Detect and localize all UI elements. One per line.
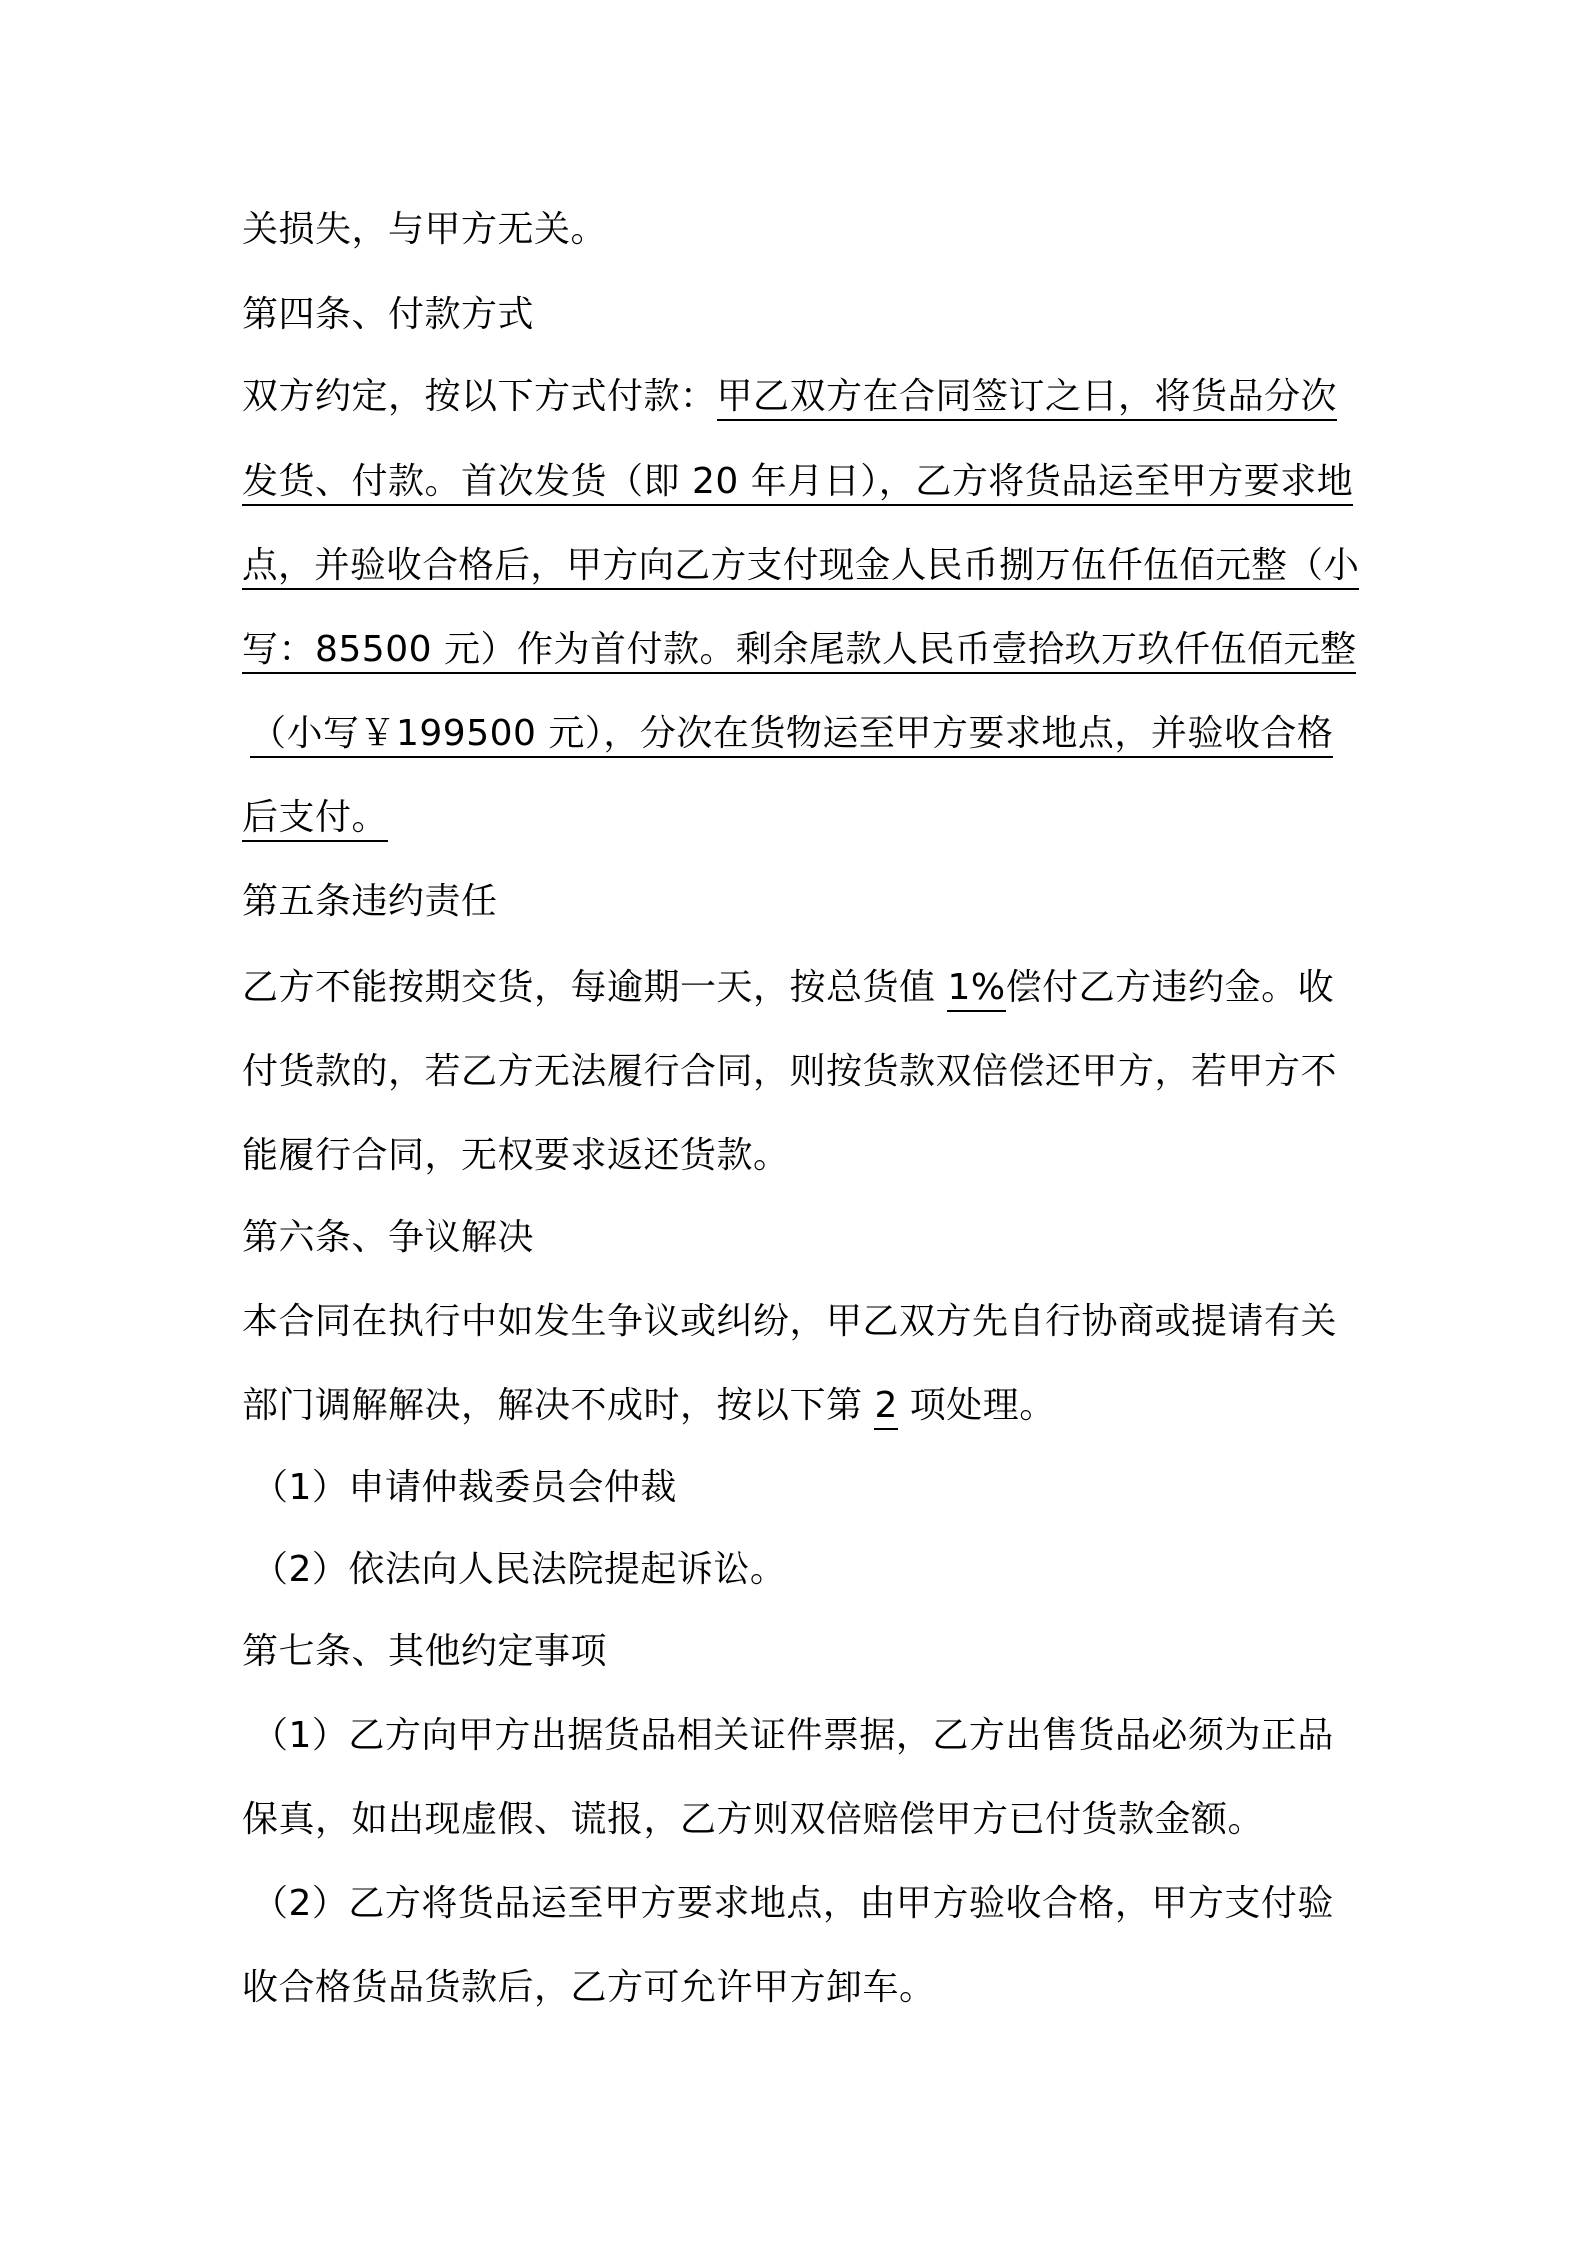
dispute-option-1: （1）申请仲裁委员会仲裁	[252, 1467, 677, 1508]
dispute-line-1: 本合同在执行中如发生争议或纠纷，甲乙双方先自行协商或提请有关	[242, 1301, 1338, 1342]
payment-line-1	[242, 372, 1337, 422]
dispute-text-a: 部门调解解决，解决不成时，按以下第	[242, 1385, 875, 1426]
payment-underlined-2: 发货、付款。首次发货（即 20 年月日），乙方将货品运至甲方要求地	[242, 461, 1353, 506]
payment-underlined-4: 写：85500 元）作为首付款。剩余尾款人民币壹拾玖万玖仟伍佰元整	[242, 629, 1356, 674]
liability-text-b: 偿付乙方违约金。收	[1005, 967, 1335, 1008]
payment-line-2	[242, 457, 1353, 507]
other-terms-2-line-1: （2）乙方将货品运至甲方要求地点，由甲方验收合格，甲方支付验	[252, 1883, 1334, 1924]
payment-line-4	[242, 625, 1356, 675]
liability-line-1	[242, 963, 1334, 1013]
payment-line-6	[242, 793, 388, 843]
dispute-line-2	[242, 1381, 1056, 1431]
dispute-text-b: 项处理。	[897, 1385, 1056, 1426]
liability-percent: 1%	[947, 967, 1005, 1012]
other-terms-1-line-1: （1）乙方向甲方出据货品相关证件票据，乙方出售货品必须为正品	[252, 1715, 1334, 1756]
liability-text-a: 乙方不能按期交货，每逾期一天，按总货值	[242, 967, 948, 1008]
payment-underlined-1: 甲乙双方在合同签订之日，将货品分次	[717, 376, 1338, 421]
liability-line-2: 付货款的，若乙方无法履行合同，则按货款双倍偿还甲方，若甲方不	[242, 1051, 1338, 1092]
other-terms-1-line-2: 保真，如出现虚假、谎报，乙方则双倍赔偿甲方已付货款金额。	[242, 1799, 1265, 1840]
payment-underlined-3: 点，并验收合格后，甲方向乙方支付现金人民币捌万伍仟伍佰元整（小	[242, 545, 1359, 590]
payment-underlined-6: 后支付。	[242, 797, 388, 842]
heading-article-4: 第四条、付款方式	[242, 294, 535, 335]
payment-line-5	[250, 709, 1333, 759]
payment-underlined-5: （小写￥199500 元），分次在货物运至甲方要求地点，并验收合格	[250, 713, 1333, 758]
other-terms-2-line-2: 收合格货品货款后，乙方可允许甲方卸车。	[242, 1967, 936, 2008]
dispute-option-number: 2	[874, 1385, 897, 1430]
liability-line-3: 能履行合同，无权要求返还货款。	[242, 1135, 790, 1176]
heading-article-5: 第五条违约责任	[242, 881, 498, 922]
heading-article-7: 第七条、其他约定事项	[242, 1631, 608, 1672]
payment-line-3	[242, 541, 1359, 591]
heading-article-6: 第六条、争议解决	[242, 1217, 535, 1258]
text-line: 关损失，与甲方无关。	[242, 209, 608, 250]
payment-prefix: 双方约定，按以下方式付款：	[242, 376, 717, 417]
dispute-option-2: （2）依法向人民法院提起诉讼。	[252, 1549, 787, 1590]
